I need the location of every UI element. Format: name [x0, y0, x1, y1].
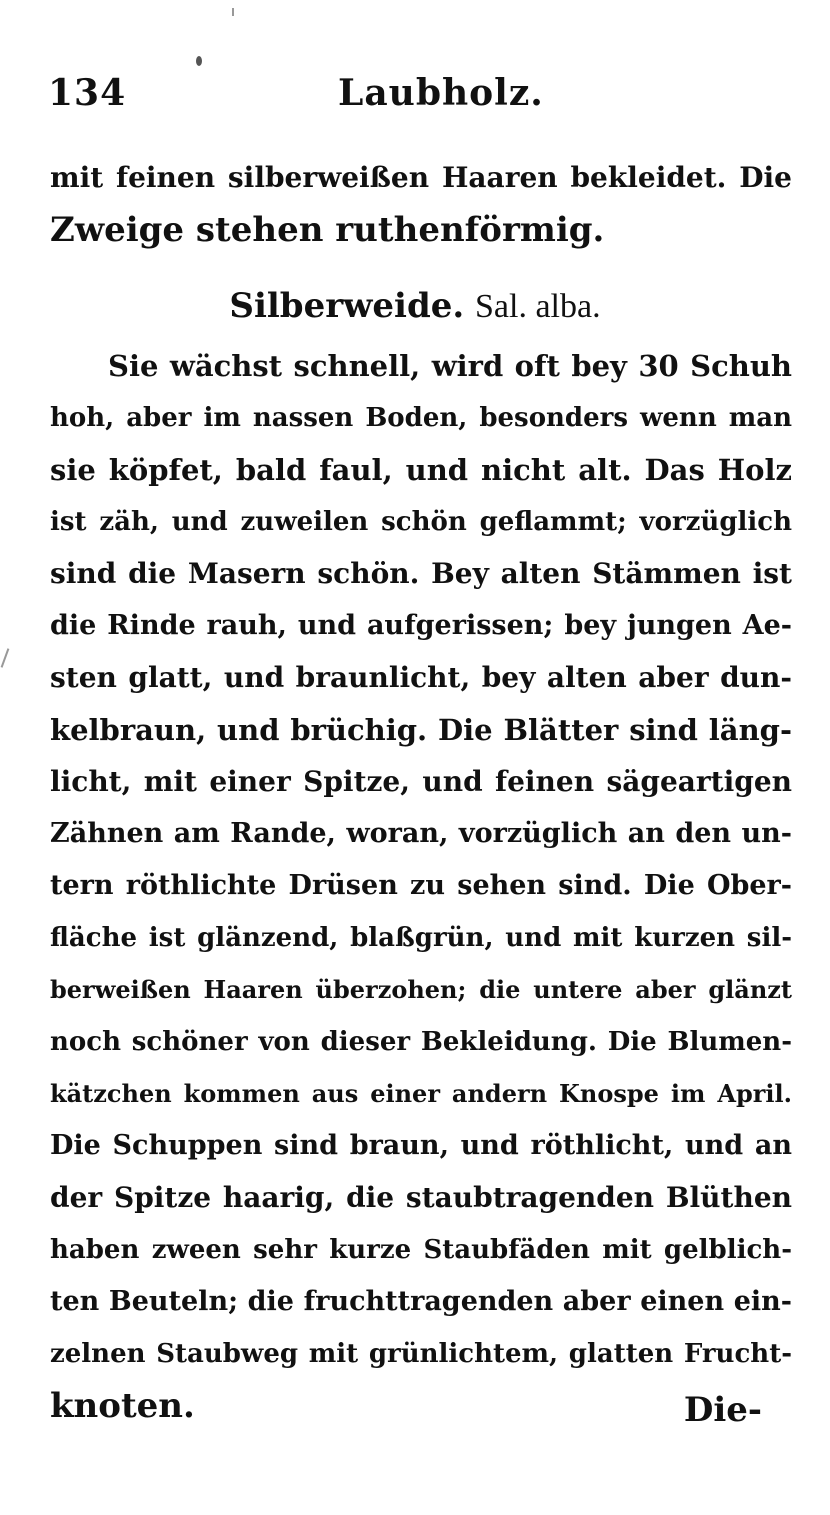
ink-mark: [232, 8, 234, 16]
text-line: sind die Masern schön. Bey alten Stämmen ist: [50, 557, 792, 590]
text-line: sie köpfet, bald faul, und nicht alt. Das Holz: [50, 453, 792, 487]
text-line: knoten.: [50, 1386, 195, 1426]
section-title-german: Silberweide.: [229, 286, 465, 326]
section-title-latin: Sal. alba.: [475, 288, 601, 325]
text-line: ten Beuteln; die fruchttragenden aber einen ein-: [50, 1286, 792, 1317]
text-line: Zähnen am Rande, woran, vorzüglich an den un-: [50, 818, 792, 849]
text-line: tern röthlichte Drüsen zu sehen sind. Die Ober-: [50, 870, 792, 901]
text-line: noch schöner von dieser Bekleidung. Die Blumen-: [50, 1027, 792, 1057]
text-line: kätzchen kommen aus einer andern Knospe im April.: [50, 1079, 792, 1108]
page-header: [48, 72, 788, 122]
text-line: kelbraun, und brüchig. Die Blätter sind läng-: [50, 713, 792, 747]
text-line: der Spitze haarig, die staubtragenden Blüthen: [50, 1181, 792, 1214]
text-line: fläche ist glänzend, blaßgrün, und mit kurzen sil-: [50, 923, 792, 953]
text-line: Sie wächst schnell, wird oft bey 30 Schuh: [108, 349, 792, 383]
text-line: haben zween sehr kurze Staubfäden mit gelblich-: [50, 1235, 792, 1265]
running-head: Laubholz.: [338, 72, 544, 114]
page-number: 134: [48, 72, 127, 114]
text-line: die Rinde rauh, und aufgerissen; bey jungen Ae-: [50, 610, 792, 641]
section-heading: [0, 280, 830, 333]
text-line: Die Schuppen sind braun, und röthlicht, und an: [50, 1130, 792, 1161]
text-line: Zweige stehen ruthenförmig.: [50, 210, 605, 250]
text-line: berweißen Haaren überzohen; die untere aber glänzt: [50, 975, 792, 1004]
ink-mark-margin: [1, 648, 10, 667]
text-line: mit feinen silberweißen Haaren bekleidet. Die: [50, 161, 792, 194]
text-line: zelnen Staubweg mit grünlichtem, glatten Frucht-: [50, 1339, 792, 1369]
text-line: ist zäh, und zuweilen schön geflammt; vorzüglich: [50, 507, 792, 537]
catchword: Die-: [683, 1390, 762, 1430]
text-line: licht, mit einer Spitze, und feinen sägeartigen: [50, 765, 792, 798]
ink-spot: [196, 56, 202, 66]
text-line: hoh, aber im nassen Boden, besonders wenn man: [50, 403, 792, 433]
text-line: sten glatt, und braunlicht, bey alten aber dun-: [50, 661, 792, 694]
